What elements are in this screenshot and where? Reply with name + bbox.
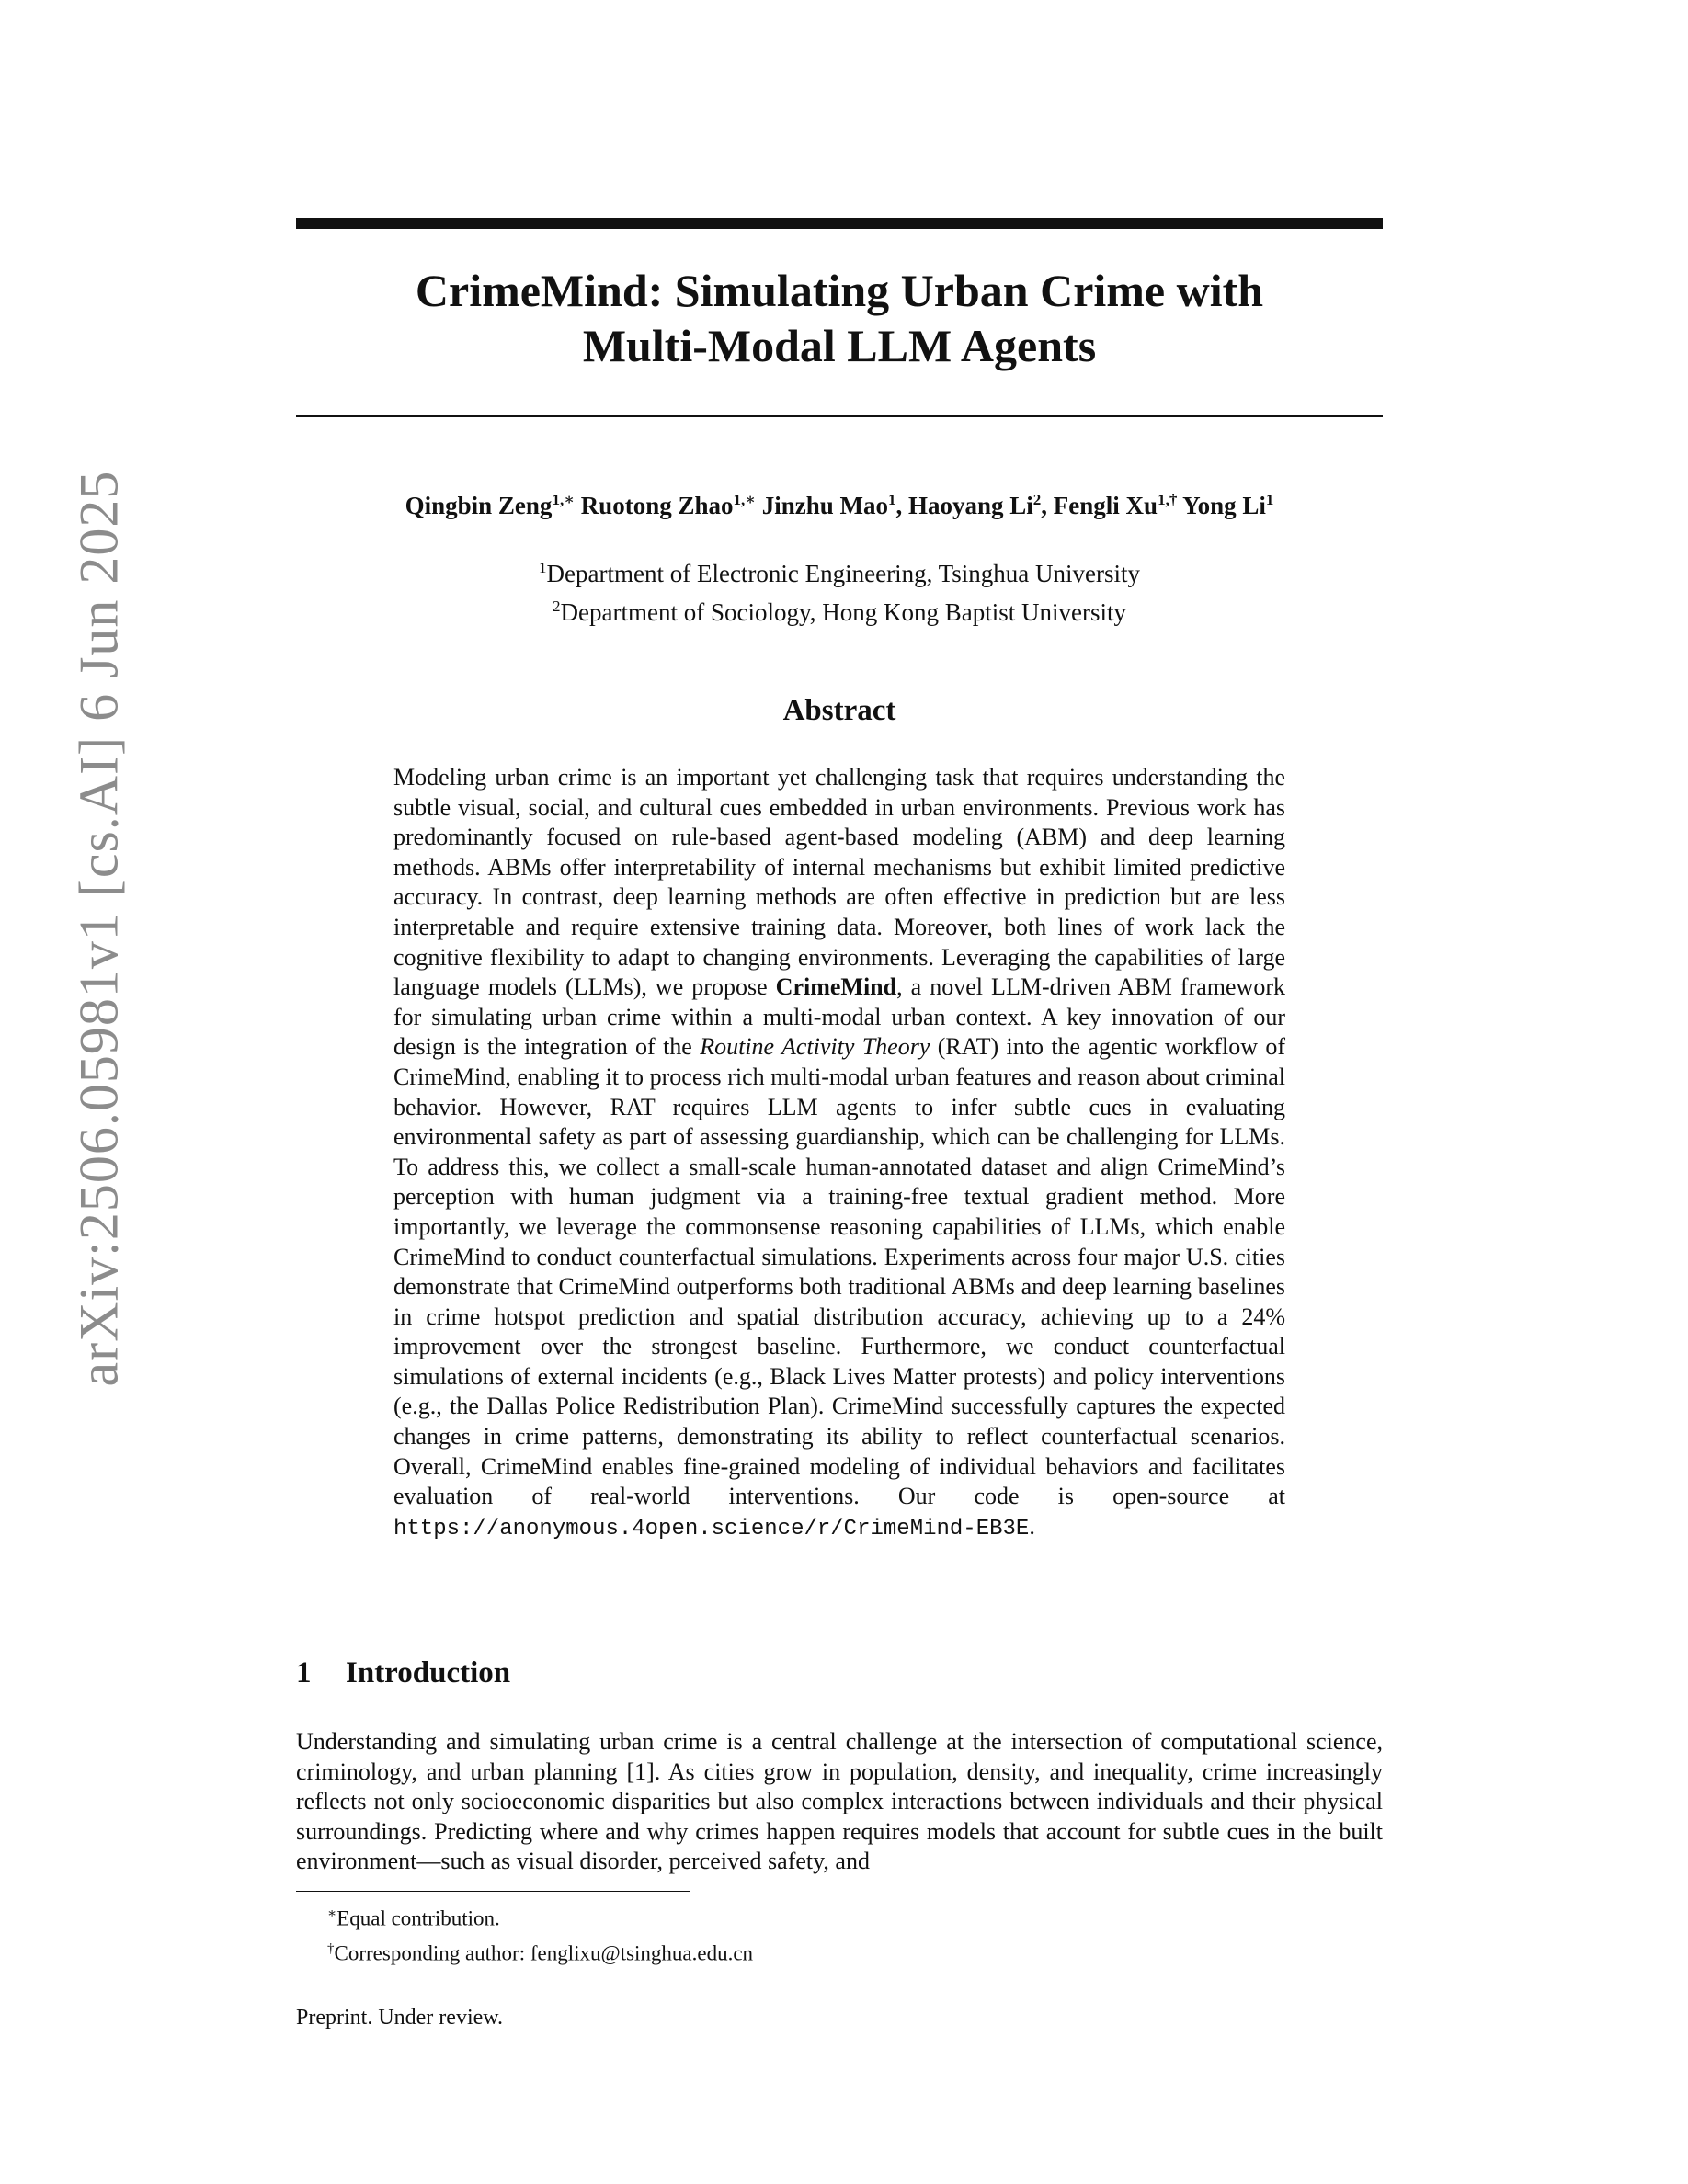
- author-name: Ruotong Zhao: [580, 492, 734, 519]
- footnote-divider: [296, 1891, 690, 1892]
- affiliation-item: [296, 552, 1383, 590]
- footnote-text: Equal contribution.: [336, 1906, 500, 1930]
- abstract-text: , a novel LLM-driven ABM framework for simulating urban crime within a multi-modal urban context. A key innovation of our design is the integration of the: [393, 973, 1285, 1061]
- author-list: [296, 491, 1383, 520]
- affiliation-mark: 1: [539, 559, 547, 576]
- title-top-rule: [296, 218, 1383, 229]
- section-heading-introduction: [296, 1656, 1383, 1690]
- author-separator: [575, 492, 581, 519]
- title-line-1: CrimeMind: Simulating Urban Crime with: [415, 265, 1264, 316]
- affiliation-text: Department of Electronic Engineering, Tsinghua University: [546, 560, 1140, 587]
- author-name: Qingbin Zeng: [405, 492, 553, 519]
- footnote-list: [327, 1899, 753, 1968]
- arxiv-identifier: arXiv:2506.05981v1 [cs.AI] 6 Jun 2025: [68, 470, 130, 1387]
- abstract-bold-term: CrimeMind: [775, 973, 897, 1001]
- affiliation-item: [296, 590, 1383, 629]
- author-affiliation-mark: 1,∗: [552, 491, 575, 508]
- footnote-mark: †: [327, 1940, 335, 1956]
- footnote-mark: ∗: [327, 1906, 337, 1921]
- preprint-notice: Preprint. Under review.: [296, 2006, 504, 2030]
- paper-title: [296, 263, 1383, 373]
- affiliation-list: [296, 552, 1383, 629]
- section-title: Introduction: [346, 1656, 511, 1689]
- affiliation-text: Department of Sociology, Hong Kong Baptist University: [560, 598, 1126, 626]
- section-number: 1: [296, 1656, 312, 1689]
- author-affiliation-mark: 1: [1265, 491, 1274, 508]
- author-separator: ,: [895, 492, 909, 519]
- author-name: Jinzhu Mao: [761, 492, 889, 519]
- footnote-item: [327, 1934, 753, 1969]
- author-name: Fengli Xu: [1053, 492, 1158, 519]
- author-separator: [756, 492, 762, 519]
- introduction-paragraph: Understanding and simulating urban crime is a central challenge at the intersection of computational science, criminology, and urban planning [1]. As cities grow in population, density, and inequality, crime increasingly reflects not only socioeconomic disparities but also complex interactions between individuals and their physical surroundings. Predicting where and why crimes happen requires models that account for subtle cues in the built environment—such as visual disorder, perceived safety, and: [296, 1728, 1383, 1875]
- author-affiliation-mark: 1,†: [1158, 491, 1178, 508]
- footnote-text: Corresponding author: fenglixu@tsinghua.edu.cn: [334, 1941, 754, 1965]
- author-separator: ,: [1041, 492, 1054, 519]
- title-line-2: Multi-Modal LLM Agents: [582, 320, 1097, 371]
- author-name: Yong Li: [1182, 492, 1266, 519]
- abstract-italic-term: Routine Activity Theory: [700, 1033, 930, 1061]
- author-affiliation-mark: 1: [888, 491, 896, 508]
- code-url-link[interactable]: https://anonymous.4open.science/r/CrimeMind-EB3E: [393, 1516, 1030, 1541]
- abstract-text: .: [1029, 1512, 1035, 1540]
- author-affiliation-mark: 2: [1032, 491, 1042, 508]
- abstract-body: [393, 763, 1285, 1544]
- abstract-heading: Abstract: [782, 694, 896, 727]
- affiliation-mark: 2: [553, 597, 561, 615]
- author-affiliation-mark: 1,∗: [733, 491, 756, 508]
- abstract-text: Modeling urban crime is an important yet challenging task that requires understanding the subtle visual, social, and cultural cues embedded in urban environments. Previous work has predominantly focused on rule-based agent-based modeling (ABM) and deep learning methods. ABMs offer interpretability of internal mechanisms but exhibit limited predictive accuracy. In contrast, deep learning methods are often effective in prediction but are less interpretable and require extensive training data. Moreover, both lines of work lack the cognitive flexibility to adapt to changing environments. Leveraging the capabilities of large language models (LLMs), we propose: [393, 764, 1285, 1001]
- abstract-text: (RAT) into the agentic workflow of CrimeMind, enabling it to process rich multi-modal urban features and reason about criminal behavior. However, RAT requires LLM agents to infer subtle cues in evaluating environmental safety as part of assessing guardianship, which can be challenging for LLMs. To address this, we collect a small-scale human-annotated dataset and align CrimeMind’s perception with human judgment via a training-free textual gradient method. More importantly, we leverage the commonsense reasoning capabilities of LLMs, which enable CrimeMind to conduct counterfactual simulations. Experiments across four major U.S. cities demonstrate that CrimeMind outperforms both traditional ABMs and deep learning baselines in crime hotspot prediction and spatial distribution accuracy, achieving up to a 24% improvement over the strongest baseline. Furthermore, we conduct counterfactual simulations of external incidents (e.g., Black Lives Matter protests) and policy interventions (e.g., the Dallas Police Redistribution Plan). CrimeMind successfully captures the expected changes in crime patterns, demonstrating its ability to reflect counterfactual scenarios. Overall, CrimeMind enables fine-grained modeling of individual behaviors and facilitates evaluation of real-world interventions. Our code is open-source at: [393, 1033, 1285, 1510]
- author-name: Haoyang Li: [908, 492, 1033, 519]
- title-bottom-rule: [296, 415, 1383, 417]
- footnote-item: [327, 1899, 753, 1934]
